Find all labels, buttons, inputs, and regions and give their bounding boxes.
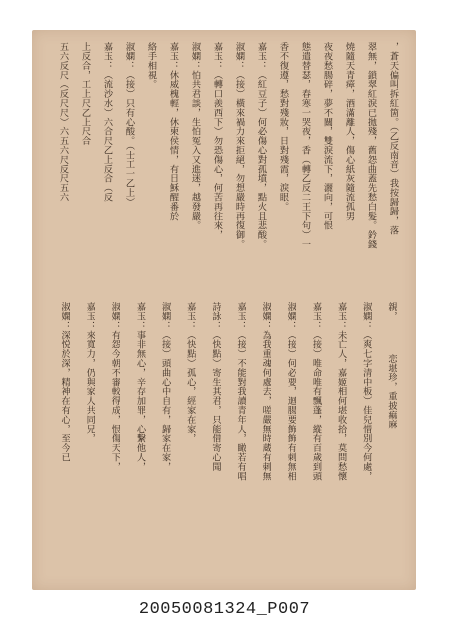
text-column: 嘉玉：休威槐輕，休柬侯情，有日穌醒番於 <box>167 42 179 221</box>
text-column: 上反合，工上尺乙上尺合 <box>79 42 91 146</box>
text-column: 嘉玉：（紅豆子）何必傷心對孤墳，點火且悲酸。 <box>255 42 267 249</box>
text-column: 嘉玉：事非無心，辛存加罪，心繫他人， <box>134 302 146 472</box>
text-column: 淑嫻：有怨今朝不審較得成，恨傷天下， <box>109 302 121 472</box>
image-id-caption: 20050081324_P007 <box>138 600 311 619</box>
text-column: 淑嫻：怕共君談，生怕冤入又進迷，越發嚴。 <box>189 42 201 230</box>
text-column: 態遣替瑟，春寒一哭夜，香（轉乙反二王下句）一 <box>299 42 311 249</box>
text-column: 淑嫻：（接）頭曲心中自有，歸家在家， <box>159 302 171 472</box>
text-column: 嘉玉：來寬力，仍與家人共同兄， <box>84 302 96 443</box>
text-column: 夜夜愁腸碎，夢不關，雙淚流下，灑向，可恨 <box>321 42 333 230</box>
lower-text-block <box>52 302 404 572</box>
text-column: 親， 恋堪珍，重披痲麻 <box>385 302 397 429</box>
text-column: 淑嫻：（接）只有心酸。（士工一乙上） <box>123 42 135 207</box>
text-column: 嘉玉：（流沙水）六合尺乙上反合（反 <box>101 42 113 202</box>
text-column: 淑嫻：（接）何必要，迴腸要飾飾有刺無相 <box>285 302 297 481</box>
text-column: 淑嫻：為我重魂何處去，嗟嚴無時蔵有刺無 <box>260 302 272 481</box>
text-column: 淑嫻：（爽七字清中板）佳兒惜別今何處， <box>360 302 372 481</box>
text-column: 五六反尺（反尺尺）六五六尺反尺五六 <box>57 42 69 202</box>
text-column: 嘉玉：（轉口羨西下）勿恐傷心，何苦再往來， <box>211 42 223 240</box>
text-column: ，蒼天偏叫拆紅箇。（乙反南音）我按歸歸，落 <box>387 42 399 235</box>
upper-text-block <box>52 42 404 282</box>
text-column: 嘉玉：（接）唯命唯有飄蓬，縱有百歲到頭 <box>310 302 322 481</box>
text-column: 嘉玉：（快點）孤心，經家在家， <box>184 302 196 443</box>
text-column: 香不復遵，愁對殘妝，日對殘霞，淚眼。 <box>277 42 289 212</box>
text-column: 嘉玉：（接）不能對我讀青年人，瞰若有唱 <box>235 302 247 481</box>
text-column: 詩詠：（快點）寄生其君，只能借寄心聞 <box>209 302 221 472</box>
document-page <box>32 30 416 590</box>
text-column: 嘉玉：未亡人，嘉姬相何堪收拾，莫問愁懷 <box>335 302 347 481</box>
text-column: 淑嫻：（接）橫來禍力來拒絕，勿想嚴時再復御。 <box>233 42 245 249</box>
text-column: 淑嫻：深悦於深，精神在有心，至今已 <box>59 302 71 462</box>
text-column: 燒隨天青瘴，酒滿離人，傷心紙灰隨流孤男 <box>343 42 355 221</box>
text-column: 絡手相視。 <box>145 42 157 89</box>
text-column: 翠無，鎖翠紅淚已拋殘，舊怨曲蓋先愁白髮。鈐錢 <box>365 42 377 249</box>
